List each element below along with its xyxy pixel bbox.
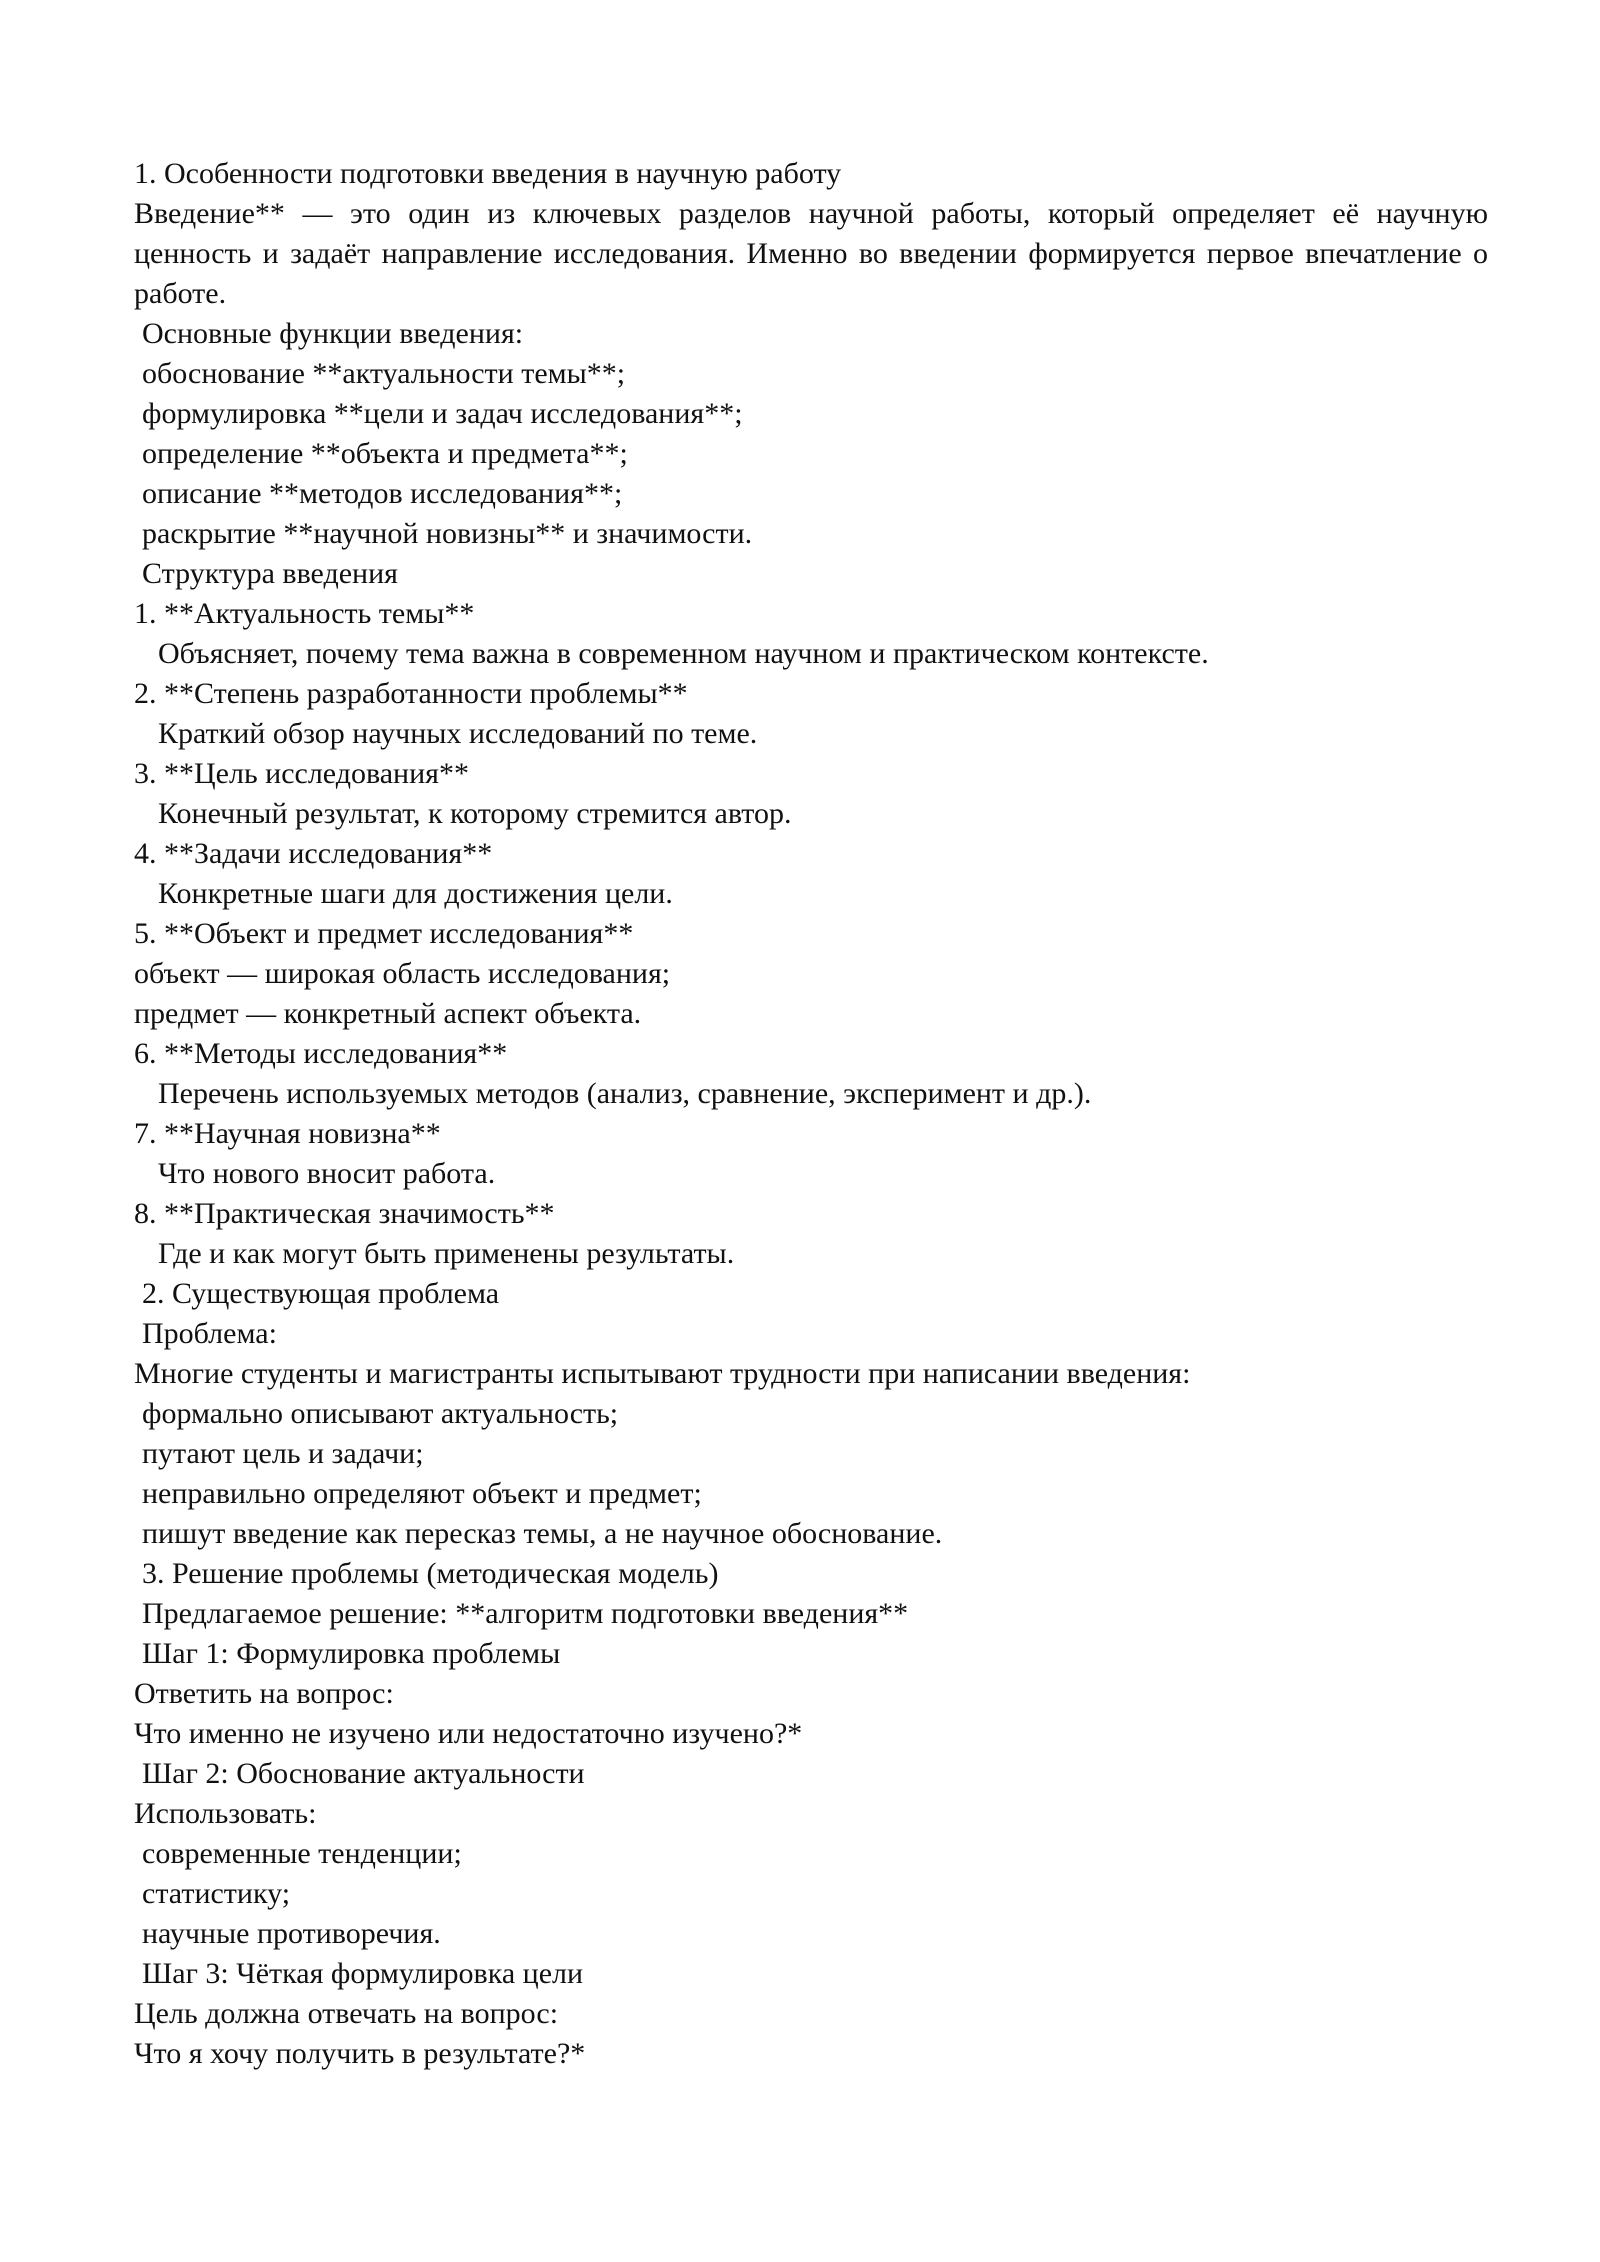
step-1-title: Шаг 1: Формулировка проблемы <box>142 1637 561 1670</box>
structure-item-title: 8. **Практическая значимость** <box>134 1197 555 1230</box>
structure-item-description: Конечный результат, к которому стремится автор. <box>158 797 792 830</box>
function-item: описание **методов исследования**; <box>142 477 623 510</box>
structure-item-description: Перечень используемых методов (анализ, сравнение, эксперимент и др.). <box>158 1077 1092 1110</box>
structure-item-description: Где и как могут быть применены результаты. <box>158 1237 735 1270</box>
structure-item-title: 1. **Актуальность темы** <box>134 597 475 630</box>
intro-paragraph: Введение** — это один из ключевых разделов научной работы, который определяет её научную ценность и задаёт направление исследования. Именно во введении формируется первое впечатление о работе. <box>134 197 1488 310</box>
problem-item: формально описывают актуальность; <box>142 1397 619 1430</box>
document-body <box>134 154 1488 2074</box>
function-item: формулировка **цели и задач исследования**; <box>142 397 743 430</box>
function-item: обоснование **актуальности темы**; <box>142 357 626 390</box>
section-heading-3: 3. Решение проблемы (методическая модель) <box>142 1557 719 1590</box>
solution-intro: Предлагаемое решение: **алгоритм подготовки введения** <box>142 1597 909 1630</box>
structure-item-title: 5. **Объект и предмет исследования** <box>134 917 634 950</box>
function-item: раскрытие **научной новизны** и значимости. <box>142 517 753 550</box>
step-3-title: Шаг 3: Чёткая формулировка цели <box>142 1957 584 1990</box>
structure-item-description: Объясняет, почему тема важна в современном научном и практическом контексте. <box>158 637 1209 670</box>
functions-title: Основные функции введения: <box>142 317 524 350</box>
structure-title: Структура введения <box>142 557 398 590</box>
step-3-lead: Цель должна отвечать на вопрос: <box>134 1997 559 2030</box>
structure-item-title: 3. **Цель исследования** <box>134 757 469 790</box>
structure-item-title: 6. **Методы исследования** <box>134 1037 508 1070</box>
step-2-lead: Использовать: <box>134 1797 317 1830</box>
step-3-question: Что я хочу получить в результате?* <box>134 2037 586 2070</box>
problem-label: Проблема: <box>142 1317 277 1350</box>
problem-item: неправильно определяют объект и предмет; <box>142 1477 702 1510</box>
structure-sub-line: объект — широкая область исследования; <box>134 957 671 990</box>
section-heading-2: 2. Существующая проблема <box>142 1277 500 1310</box>
problem-intro: Многие студенты и магистранты испытывают трудности при написании введения: <box>134 1357 1191 1390</box>
function-item: определение **объекта и предмета**; <box>142 437 628 470</box>
section-heading-1: 1. Особенности подготовки введения в научную работу <box>134 157 842 190</box>
structure-item-description: Что нового вносит работа. <box>158 1157 496 1190</box>
problem-item: пишут введение как пересказ темы, а не научное обоснование. <box>142 1517 943 1550</box>
structure-item-title: 7. **Научная новизна** <box>134 1117 441 1150</box>
structure-item-description: Конкретные шаги для достижения цели. <box>158 877 673 910</box>
problem-item: путают цель и задачи; <box>142 1437 424 1470</box>
step-1-lead: Ответить на вопрос: <box>134 1677 394 1710</box>
step-2-item: научные противоречия. <box>142 1917 441 1950</box>
structure-item-title: 2. **Степень разработанности проблемы** <box>134 677 688 710</box>
structure-item-title: 4. **Задачи исследования** <box>134 837 493 870</box>
structure-sub-line: предмет — конкретный аспект объекта. <box>134 997 642 1030</box>
step-2-item: современные тенденции; <box>142 1837 462 1870</box>
structure-item-description: Краткий обзор научных исследований по теме. <box>158 717 758 750</box>
step-2-title: Шаг 2: Обоснование актуальности <box>142 1757 585 1790</box>
step-1-question: Что именно не изучено или недостаточно изучено?* <box>134 1717 803 1750</box>
step-2-item: статистику; <box>142 1877 291 1910</box>
